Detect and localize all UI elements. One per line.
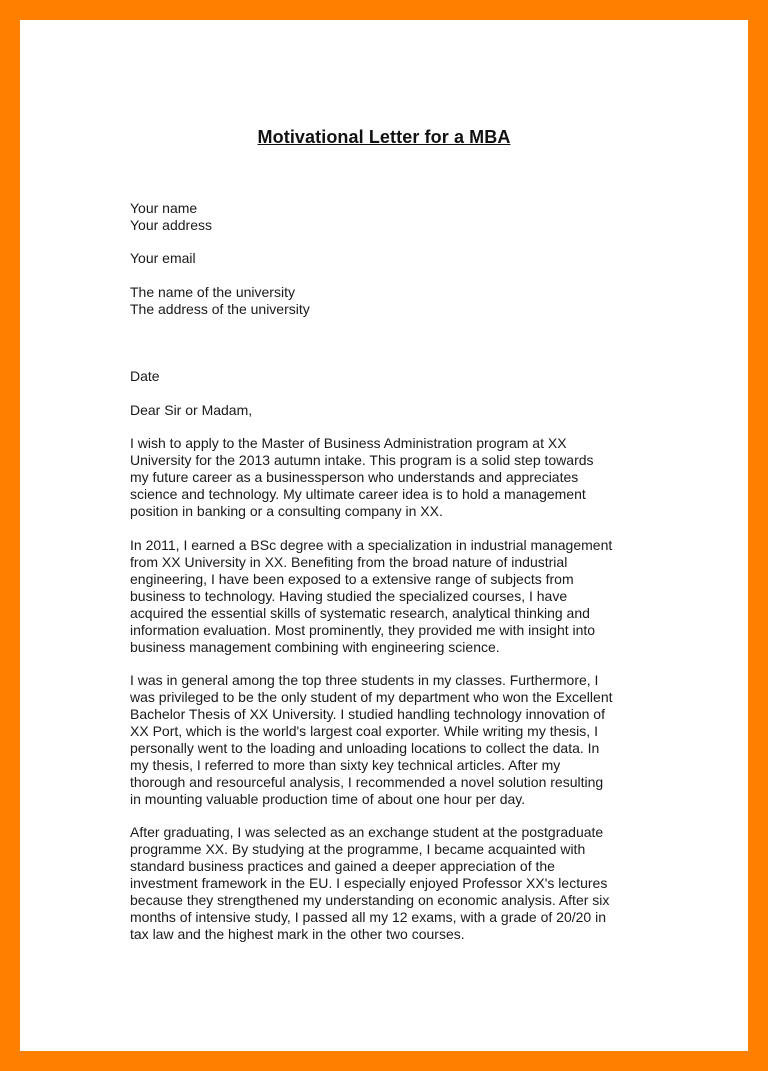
letter-date: Date [130,368,160,384]
salutation-block [130,402,650,419]
paragraph-line: was privileged to be the only student of my department who won the Excellent [130,689,613,705]
paragraph-line: information evaluation. Most prominently, they provided me with insight into [130,622,596,638]
paragraph-line: XX Port, which is the world's largest coal exporter. While writing my thesis, I [130,723,598,739]
paragraph-line: Bachelor Thesis of XX University. I studied handling technology innovation of [130,706,605,722]
recipient-block [130,284,650,318]
paragraph-line: position in banking or a consulting company in XX. [130,503,443,519]
paragraph-line: programme XX. By studying at the programme, I became acquainted with [130,841,586,857]
paragraph-line: After graduating, I was selected as an exchange student at the postgraduate [130,824,604,840]
letter-title: Motivational Letter for a MBA [257,127,511,147]
sender-address: Your address [130,217,212,233]
recipient-address: The address of the university [130,301,310,317]
paragraph-line: business management combining with engineering science. [130,639,500,655]
paragraph-line: I wish to apply to the Master of Business Administration program at XX [130,435,567,451]
recipient-name: The name of the university [130,284,295,300]
paragraph-line: months of intensive study, I passed all my 12 exams, with a grade of 20/20 in [130,909,606,925]
paragraph-1 [130,435,650,520]
paragraph-3 [130,672,650,808]
paragraph-line: acquired the essential skills of systematic research, analytical thinking and [130,605,590,621]
letter-page [20,20,748,1051]
salutation: Dear Sir or Madam, [130,402,253,418]
paragraph-line: University for the 2013 autumn intake. This program is a solid step towards [130,452,594,468]
paragraph-line: my thesis, I referred to more than sixty key technical articles. After my [130,757,561,773]
paragraph-line: in mounting valuable production time of about one hour per day. [130,791,526,807]
paragraph-line: investment framework in the EU. I especially enjoyed Professor XX's lectures [130,875,608,891]
sender-block [130,200,650,234]
paragraph-line: I was in general among the top three students in my classes. Furthermore, I [130,672,599,688]
paragraph-line: science and technology. My ultimate career idea is to hold a management [130,486,586,502]
paragraph-line: personally went to the loading and unloading locations to collect the data. In [130,740,600,756]
paragraph-line: thorough and resourceful analysis, I recommended a novel solution resulting [130,774,604,790]
paragraph-2 [130,537,650,656]
paragraph-line: standard business practices and gained a deeper appreciation of the [130,858,555,874]
paragraph-line: business to technology. Having studied the specialized courses, I have [130,588,568,604]
paragraph-4 [130,824,650,943]
sender-email-block [130,250,650,267]
paragraph-line: my future career as a businessperson who understands and appreciates [130,469,579,485]
paragraph-line: In 2011, I earned a BSc degree with a specialization in industrial management [130,537,613,553]
paragraph-line: tax law and the highest mark in the other two courses. [130,926,465,942]
paragraph-line: engineering, I have been exposed to a extensive range of subjects from [130,571,574,587]
sender-email: Your email [130,250,196,266]
date-block [130,368,650,385]
paragraph-line: from XX University in XX. Benefiting from the broad nature of industrial [130,554,568,570]
paragraph-line: because they strengthened my understanding on economic analysis. After six [130,892,610,908]
sender-name: Your name [130,200,198,216]
